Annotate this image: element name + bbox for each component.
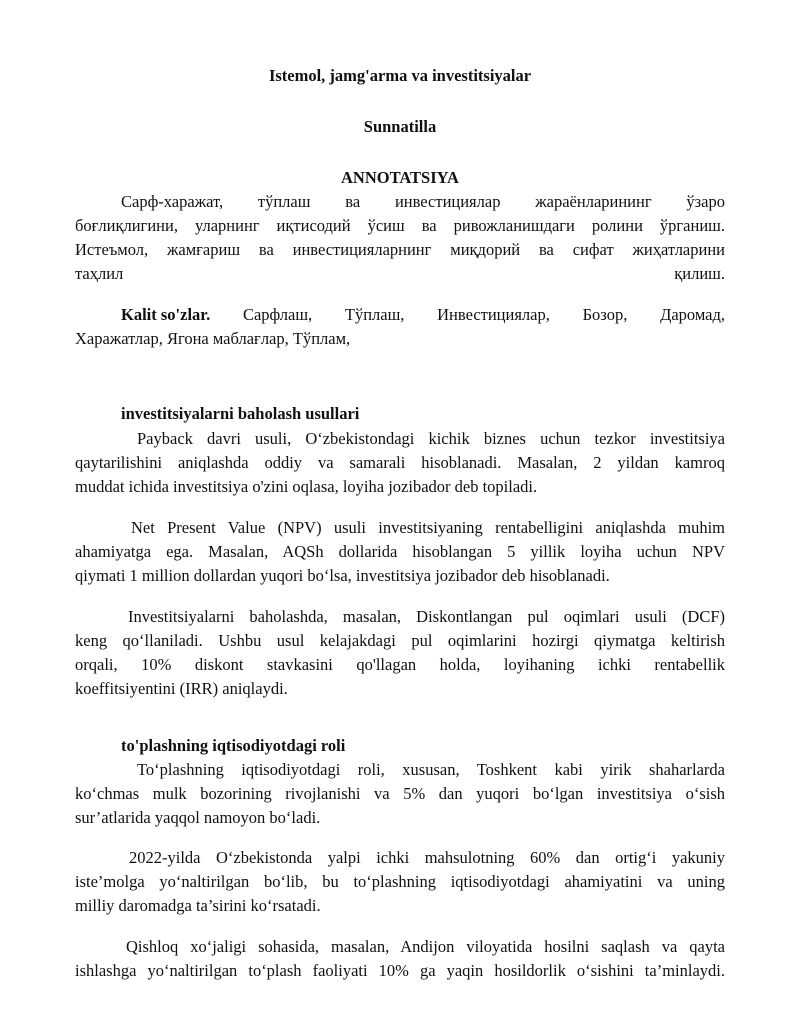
section-heading-accumulation-role: to'plashning iqtisodiyotdagi roli (121, 736, 346, 755)
paragraph-line: qiymati 1 million dollardan yuqori bo‘lsa, investitsiya jozibador deb hisoblanadi. (75, 566, 610, 585)
paragraph-line: koeffitsiyentini (IRR) aniqlaydi. (75, 679, 288, 698)
paragraph-line: Investitsiyalarni baholashda, masalan, Diskontlangan pul oqimlari usuli (DCF) (128, 607, 725, 626)
paragraph-line: sur’atlarida yaqqol namoyon bo‘ladi. (75, 808, 321, 827)
paragraph-line: Qishloq xo‘jaligi sohasida, masalan, Andijon viloyatida hosilni saqlash va qayta (126, 937, 725, 956)
annotation-line: Истеъмол, жамғариш ва инвестицияларнинг миқдорий ва сифат жиҳатларини (75, 240, 725, 259)
keywords-line-2: Харажатлар, Ягона маблағлар, Тўплам, (75, 329, 351, 348)
annotation-word-right: қилиш. (674, 264, 725, 283)
annotation-word-left: таҳлил (75, 264, 124, 283)
paragraph-line: iste’molga yo‘naltirilgan bo‘lib, bu to‘plashning iqtisodiyotdagi ahamiyatini va uning (75, 872, 725, 891)
keyword-5: Даромад, (660, 305, 725, 324)
section2-paragraph-2 (75, 846, 725, 918)
keywords-label: Kalit so'zlar. (121, 305, 211, 324)
section1-paragraph-1 (75, 427, 725, 499)
annotation-paragraph (75, 190, 725, 286)
paragraph-line: 2022-yilda O‘zbekistonda yalpi ichki mahsulotning 60% dan ortig‘i yakuniy (129, 848, 725, 867)
paragraph-line: muddat ichida investitsiya o'zini oqlasa, loyiha jozibador deb topiladi. (75, 477, 538, 496)
paragraph-line: Payback davri usuli, O‘zbekistondagi kichik biznes uchun tezkor investitsiya (137, 429, 725, 448)
keyword-1: Сарфлаш, (242, 305, 313, 324)
keywords-line (75, 303, 725, 327)
annotation-line: Сарф-харажат, тўплаш ва инвестициялар жараёнларининг ўзаро (121, 192, 725, 211)
paragraph-line: milliy daromadga ta’sirini ko‘rsatadi. (75, 896, 321, 915)
paragraph-line: orqali, 10% diskont stavkasini qo'llagan holda, loyihaning ichki rentabellik (75, 655, 725, 674)
section1-paragraph-3 (75, 605, 725, 701)
annotation-heading: ANNOTATSIYA (341, 168, 459, 187)
paragraph-line: ahamiyatga ega. Masalan, AQSh dollarida hisoblangan 5 yillik loyiha uchun NPV (75, 542, 725, 561)
keyword-4: Бозор, (582, 305, 628, 324)
annotation-last-line (75, 262, 725, 286)
paragraph-line: ishlashga yo‘naltirilgan to‘plash faoliyati 10% ga yaqin hosildorlik o‘sishini ta’minlaydi. (75, 961, 725, 980)
paragraph-line: Net Present Value (NPV) usuli investitsiyaning rentabelligini aniqlashda muhim (131, 518, 725, 537)
paragraph-line: ko‘chmas mulk bozorining rivojlanishi va 5% dan yuqori bo‘lgan investitsiya o‘sish (75, 784, 725, 803)
section-heading-investment-evaluation: investitsiyalarni baholash usullari (121, 404, 360, 423)
paragraph-line: To‘plashning iqtisodiyotdagi roli, xususan, Toshkent kabi yirik shaharlarda (137, 760, 725, 779)
author-name: Sunnatilla (363, 117, 437, 136)
document-title: Istemol, jamg'arma va investitsiyalar (268, 66, 532, 85)
section2-paragraph-1 (75, 758, 725, 830)
section1-paragraph-2 (75, 516, 725, 588)
keyword-3: Инвестициялар, (437, 305, 550, 324)
section2-paragraph-3 (75, 935, 725, 983)
paragraph-line: keng qo‘llaniladi. Ushbu usul kelajakdagi pul oqimlarini hozirgi qiymatga keltirish (75, 631, 725, 650)
annotation-line: боғлиқлигини, уларнинг иқтисодий ўсиш ва ривожланишдаги ролини ўрганиш. (75, 216, 725, 235)
paragraph-line: qaytarilishini aniqlashda oddiy va samarali hisoblanadi. Masalan, 2 yildan kamroq (75, 453, 725, 472)
keyword-2: Тўплаш, (344, 305, 405, 324)
keywords-paragraph (75, 303, 725, 351)
